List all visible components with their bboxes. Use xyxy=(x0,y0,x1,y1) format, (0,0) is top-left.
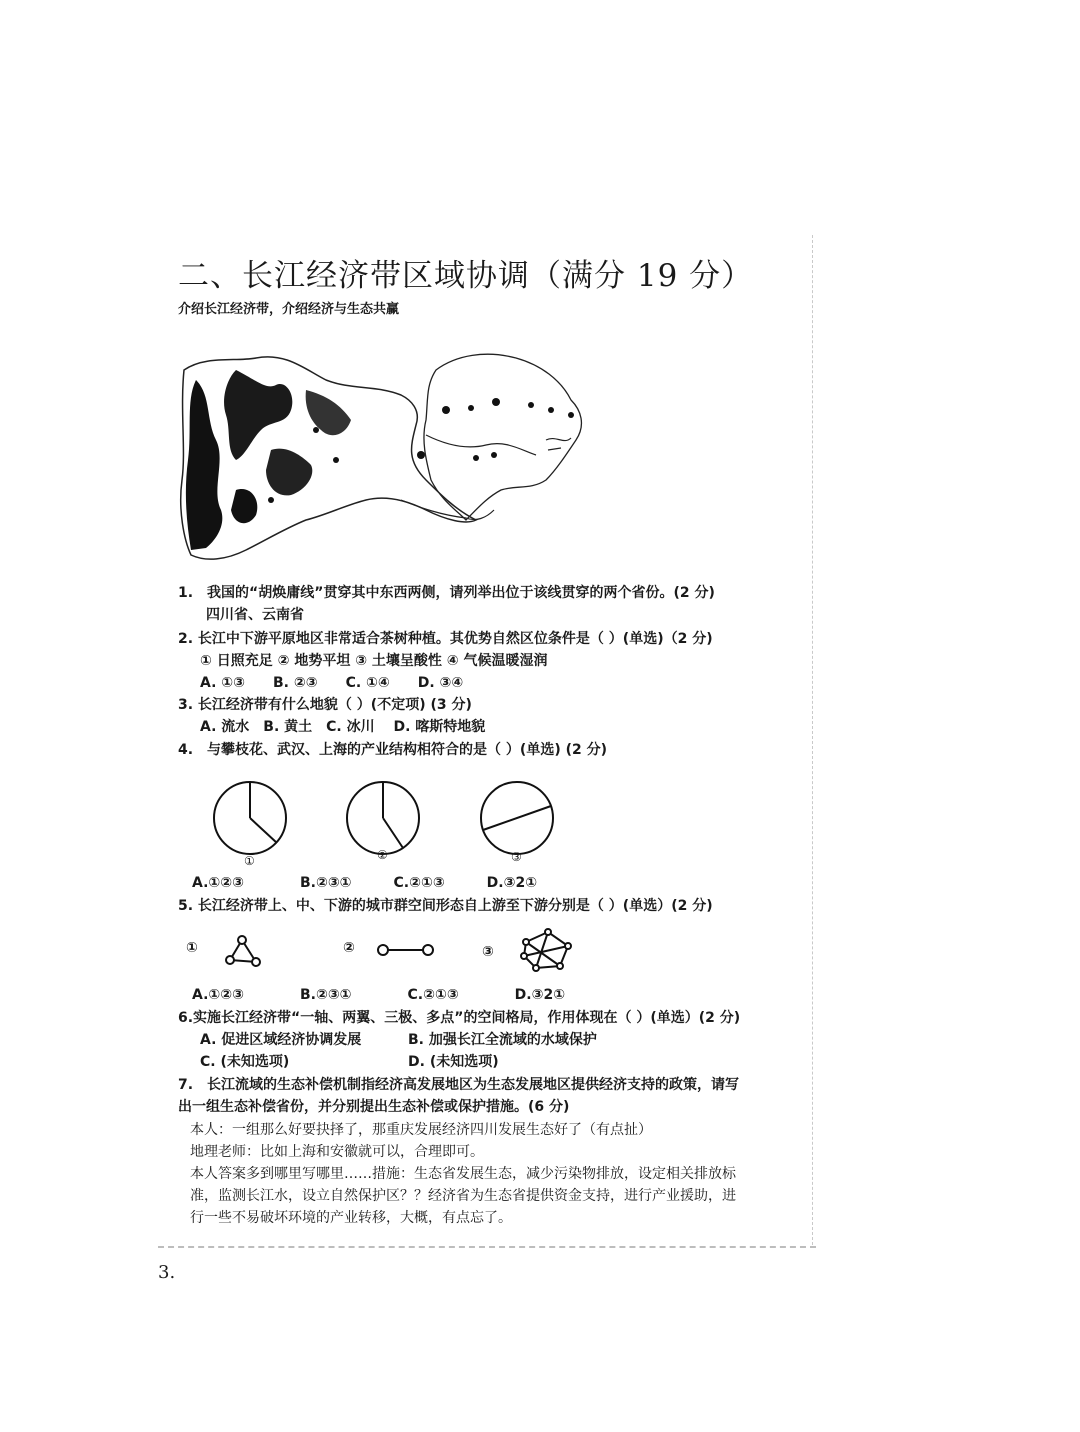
network-label-1: ① xyxy=(186,940,198,956)
answer-7-line-4: 准，监测长江水，设立自然保护区？？经济省为生态省提供资金支持，进行产业援助，进 xyxy=(190,1188,736,1204)
question-2-options: A. ①③ B. ②③ C. ①④ D. ③④ xyxy=(200,675,464,691)
section-title: 二、长江经济带区域协调（满分 19 分） xyxy=(178,258,754,294)
question-6-option-b: B. 加强长江全流域的水域保护 xyxy=(408,1032,597,1048)
question-6-option-d: D. (未知选项) xyxy=(408,1054,499,1070)
section-subtitle: 介绍长江经济带，介绍经济与生态共赢 xyxy=(178,302,400,317)
question-5-options: A.①②③ B.②③① C.②①③ D.③2① xyxy=(192,987,566,1003)
pie-chart-1 xyxy=(214,782,286,854)
answer-7-line-3: 本人答案多到哪里写哪里……措施：生态省发展生态，减少污染物排放，设定相关排放标 xyxy=(190,1166,736,1182)
question-4-options: A.①②③ B.②③① C.②①③ D.③2① xyxy=(192,875,538,891)
triangle-cluster xyxy=(226,936,260,966)
answer-1: 四川省、云南省 xyxy=(206,607,304,623)
yangtze-region-map xyxy=(176,350,596,570)
question-4: 4. 与攀枝花、武汉、上海的产业结构相符合的是（ ）(单选) (2 分) xyxy=(178,742,608,758)
pie-label-2: ② xyxy=(377,848,388,862)
question-5: 5. 长江经济带上、中、下游的城市群空间形态自上游至下游分别是（ ）(单选）(2 分) xyxy=(178,898,713,914)
linear-cluster xyxy=(378,945,433,955)
question-2: 2. 长江中下游平原地区非常适合茶树种植。其优势自然区位条件是（ ）(单选)（2 分) xyxy=(178,631,713,647)
answer-7-line-2: 地理老师：比如上海和安徽就可以，合理即可。 xyxy=(190,1144,484,1160)
pie-label-3: ③ xyxy=(511,850,522,864)
question-3-options: A. 流水 B. 黄土 C. 冰川 D. 喀斯特地貌 xyxy=(200,719,486,735)
pie-label-1: ① xyxy=(244,854,255,868)
pie-chart-3 xyxy=(481,782,553,854)
network-label-3: ③ xyxy=(482,944,494,960)
answer-7-line-5: 行一些不易破坏环境的产业转移，大概，有点忘了。 xyxy=(190,1210,512,1226)
question-2-conditions: ① 日照充足 ② 地势平坦 ③ 土壤呈酸性 ④ 气候温暖湿润 xyxy=(200,653,548,669)
scan-edge-bottom xyxy=(158,1246,816,1248)
pie-chart-2 xyxy=(347,782,419,854)
scan-edge-right xyxy=(812,235,814,1245)
city-cluster-forms xyxy=(180,928,580,978)
answer-7-line-1: 本人：一组那么好要抉择了，那重庆发展经济四川发展生态好了（有点扯） xyxy=(190,1122,652,1138)
question-7-line-1: 7. 长江流域的生态补偿机制指经济高发展地区为生态发展地区提供经济支持的政策，请写 xyxy=(178,1077,740,1093)
network-label-2: ② xyxy=(343,940,355,956)
question-1: 1. 我国的“胡焕庸线”贯穿其中东西两侧，请列举出位于该线贯穿的两个省份。(2 分) xyxy=(178,585,715,601)
question-6: 6.实施长江经济带“一轴、两翼、三极、多点”的空间格局，作用体现在（ ）(单选）(2 分) xyxy=(178,1010,741,1026)
question-3: 3. 长江经济带有什么地貌（ ）(不定项) (3 分) xyxy=(178,697,472,713)
page-number: 3. xyxy=(158,1262,176,1283)
question-6-option-c: C. (未知选项) xyxy=(200,1054,290,1070)
question-6-option-a: A. 促进区域经济协调发展 xyxy=(200,1032,362,1048)
network-cluster xyxy=(521,929,571,971)
question-7-line-2: 出一组生态补偿省份，并分别提出生态补偿或保护措施。(6 分) xyxy=(178,1099,570,1115)
